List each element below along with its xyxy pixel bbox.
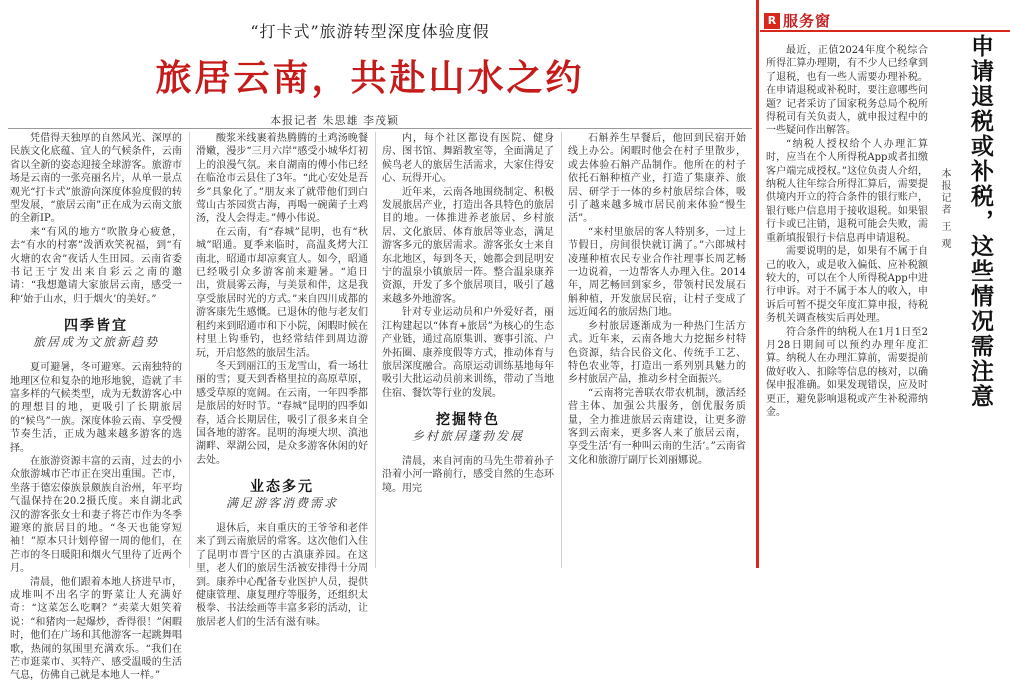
sidebar-byline: 本报记者 王 观	[939, 168, 950, 251]
subheading: 业态多元	[250, 479, 314, 496]
header-rule	[8, 128, 752, 129]
paragraph: “来村里旅居的客人特别多，一过上节假日，房间很快就订满了。”六郎城村凌瑾种植农民专业合作社理事长周艺畅一边说着，一边帮客人办理入住。2014年，周艺畅回到家乡，带领村民发展石斛种植，开发旅居民宿，让村子变成了远近闻名的旅居热门地。	[568, 226, 746, 319]
article-column-1	[10, 132, 182, 682]
paragraph: 石斛养生早餐后，他回到民宿开始线上办公。闲暇时他会在村子里散步，或去体验石斛产品制作。他所在的村子依托石斛种植产业，打造了集康养、旅居、研学于一体的乡村旅居综合体，吸引了越来越多城市居民前来体验“慢生活”。	[568, 133, 746, 225]
paragraph: 清晨，来自河南的马先生带着孙子沿着小河一路前行，感受自然的生态环境。用完	[382, 455, 554, 494]
subheading-deck: 旅居成为文旅新趋势	[32, 334, 159, 349]
paragraph: 乡村旅居逐渐成为一种热门生活方式。近年来，云南各地大力挖掘乡村特色资源，结合民俗文化、传统手工艺、特色农业等，打造出一系列别具魅力的乡村旅居产品，推动乡村全面振兴。	[568, 320, 746, 386]
paragraph: 需要说明的是，如果有不属于自己的收入，或是收入偏低、应补税额较大的，可以在个人所得税App中进行申诉。对于不属于本人的收入，申诉后可暂不提交年度汇算申报，待税务机关调查核实后再处理。	[766, 246, 928, 325]
paragraph: 最近，正值2024年度个税综合所得汇算办理期，有不少人已经拿到了退税，也有一些人需要办理补税。在申请退税或补税时，要注意哪些问题？记者采访了国家税务总局个税所得税司有关负责人，就申报过程中的一些疑问作出解答。	[766, 45, 928, 137]
paragraph: 夏可避暑，冬可避寒。云南独特的地理区位和复杂的地形地貌，造就了丰富多样的气候类型，成为无数游客心中的理想目的地，更吸引了长期旅居的“候鸟”一族。深度体验云南、享受慢节奏生活，正成为越来越多游客的选择。	[10, 362, 182, 454]
paragraph: “纳税人授权给个人办理汇算时，应当在个人所得税App或者扣缴客户端完成授权。”这位负责人介绍，纳税人往年综合所得汇算后，需要提供境内开立的符合条件的银行账户，银行账户信息用于接收退税。如果银行卡或已注销，退税可能会失败，需重新填报银行卡信息再申请退税。	[766, 138, 928, 244]
paragraph: 内，每个社区都设有医院、健身房、图书馆、舞蹈教室等，全面满足了候鸟老人的旅居生活需求，大家住得安心、玩得开心。	[382, 133, 554, 185]
article-column-2	[196, 132, 368, 628]
column-divider	[561, 132, 562, 568]
section-tag	[764, 10, 831, 31]
paragraph: 来“有风的地方”吹散身心疲惫，去“有水的村寨”泼洒欢笑祝福，到“有火塘的农舍”夜话人生田园。云南省委书记王宁发出来自彩云之南的邀请：“我想邀请大家旅居云南，感受一种‘始于山水，归于烟火’的美好。”	[10, 226, 182, 305]
subheading: 挖掘特色	[436, 412, 500, 429]
sidebar-rule	[760, 30, 1010, 32]
r-logo-icon: R	[764, 13, 780, 29]
paragraph: 符合条件的纳税人在1月1日至2月28日期间可以预约办理年度汇算。纳税人在办理汇算前，需要提前做好收入、扣除等信息的核对，以确保申报准确。如果发现错误，应及时更正，避免影响退税或产生补税滞纳金。	[766, 326, 928, 418]
sidebar-body	[766, 44, 928, 568]
paragraph: 清晨，他们跟着本地人挤进早市，成堆叫不出名字的野菜让人充满好奇：“这菜怎么吃啊？”卖菜大姐笑着说：“和猪肉一起爆炒，香得很！”闲暇时，他们在广场和其他游客一起跳舞唱歌，热闹的氛围里充满欢乐。“我们在芒市逛菜市、买特产、感受温暖的生活气息，仿佛自己就是本地人一样。”	[10, 576, 182, 682]
article-kicker: “打卡式”旅游转型深度体验度假	[250, 22, 490, 41]
sidebar-service-window	[760, 0, 1010, 568]
paragraph: 在云南，有“春城”昆明，也有“秋城”昭通。夏季来临时，高温炙烤大江南北，昭通市却凉爽宜人。如今，昭通已经吸引众多游客前来避暑。“追日出，赏晨雾云海，与美景和伴，这是我享受旅居时光的方式。”来自四川成都的游客康先生感慨。已退休的他与老友们租约来到昭通市和下小院，闲暇时候在村里上钩垂钓，也经常结伴到周边游玩，开启悠然的旅居生活。	[196, 226, 368, 359]
article-byline: 本报记者 朱思雄 李茂颖	[270, 114, 399, 127]
subheading-deck: 乡村旅居蓬勃发展	[411, 428, 524, 443]
paragraph: 近年来，云南各地围绕制定、积极发展旅居产业，打造出各具特色的旅居目的地。一体推进养老旅居、乡村旅居、文化旅居、体育旅居等业态，满足游客多元的旅居需求。游客张女士来自东北地区，每到冬天，她都会到昆明安宁的温泉小镇旅居一阵。整合温泉康养资源，开发了多个旅居项目，吸引了越来越多外地游客。	[382, 186, 554, 305]
paragraph: 在旅游资源丰富的云南，过去的小众旅游城市芒市正在突出重围。芒市，坐落于德宏傣族景颇族自治州，年平均气温保持在20.2摄氏度。来自湖北武汉的游客张女士和妻子将芒市作为冬季避寒的旅居目的地。“冬天也能穿短袖！”原本只计划停留一周的他们，在芒市的冬日暖阳和烟火气里待了近两个月。	[10, 455, 182, 575]
subheading-deck: 满足游客消费需求	[225, 495, 338, 510]
paragraph: “云南将完善联农带农机制，激活经营主体、加强公共服务，创优服务质量，全力推进旅居云南建设，让更多游客到云南来，更多客人来了旅居云南，享受生活‘有一种叫云南的生活’。”云南省文化和旅游厅副厅长刘丽娜说。	[568, 387, 746, 466]
section-divider	[756, 0, 759, 568]
article-column-3	[382, 132, 554, 568]
article-headline: 旅居云南，共赴山水之约	[155, 58, 585, 99]
section-tag-label: 服务窗	[783, 12, 832, 30]
paragraph: 酸浆米线裹着热腾腾的土鸡汤晚餐滑嫩，漫步“三月六岸”感受小城华灯初上的浪漫气氛。来自湖南的傅小伟已经在临沧市云县住了3年。“此心安处是吾乡”具象化了。”朋友来了就带他们到白莺山古茶园赏古海，再喝一碗菌子土鸡汤，没人会得走。”傅小伟说。	[196, 133, 368, 225]
paragraph: 冬天到丽江的玉龙雪山，看一场壮丽的雪；夏天到香格里拉的高原草原，感受草原的宽阔。在云南，一年四季都是旅居的好时节。“春城”昆明的四季如春，适合长期居住，吸引了很多来自全国各地的游客。昆明的海埂大坝、滇池湖畔、翠湖公园，是众多游客休闲的好去处。	[196, 360, 368, 466]
article-column-4	[568, 132, 746, 568]
paragraph: 凭借得天独厚的自然风光、深厚的民族文化底蕴、宜人的气候条件，云南省以全新的姿态迎接全球游客。旅游市场是云南的一张亮丽名片，从单一景点观光“打卡式”旅游向深度体验度假的转型发展，“旅居云南”正在成为云南文旅的全新IP。	[10, 133, 182, 225]
sidebar-headline: 申请退税或补税，这些情况需注意	[967, 34, 993, 409]
column-divider	[189, 132, 190, 568]
paragraph: 针对专业运动员和户外爱好者，丽江构建起以“体育+旅居”为核心的生态产业链，通过高原集训、赛事引流、户外拓圈、康养度假等方式，推动体育与旅居深度融合。高原运动训练基地每年吸引大批运动员前来训练，带动了当地住宿、餐饮等行业的发展。	[382, 307, 554, 399]
column-divider	[375, 132, 376, 568]
subheading: 四季皆宜	[64, 318, 128, 335]
paragraph: 退休后，来自重庆的王爷爷和老伴来了到云南旅居的常客。这次他们入住了昆明市晋宁区的古滇康养园。在这里，老人们的旅居生活被安排得十分周到。康养中心配备专业医护人员，提供健康管理、康复理疗等服务，还组织太极拳、书法绘画等丰富多彩的活动，让旅居老人们的生活有滋有味。	[196, 522, 368, 628]
